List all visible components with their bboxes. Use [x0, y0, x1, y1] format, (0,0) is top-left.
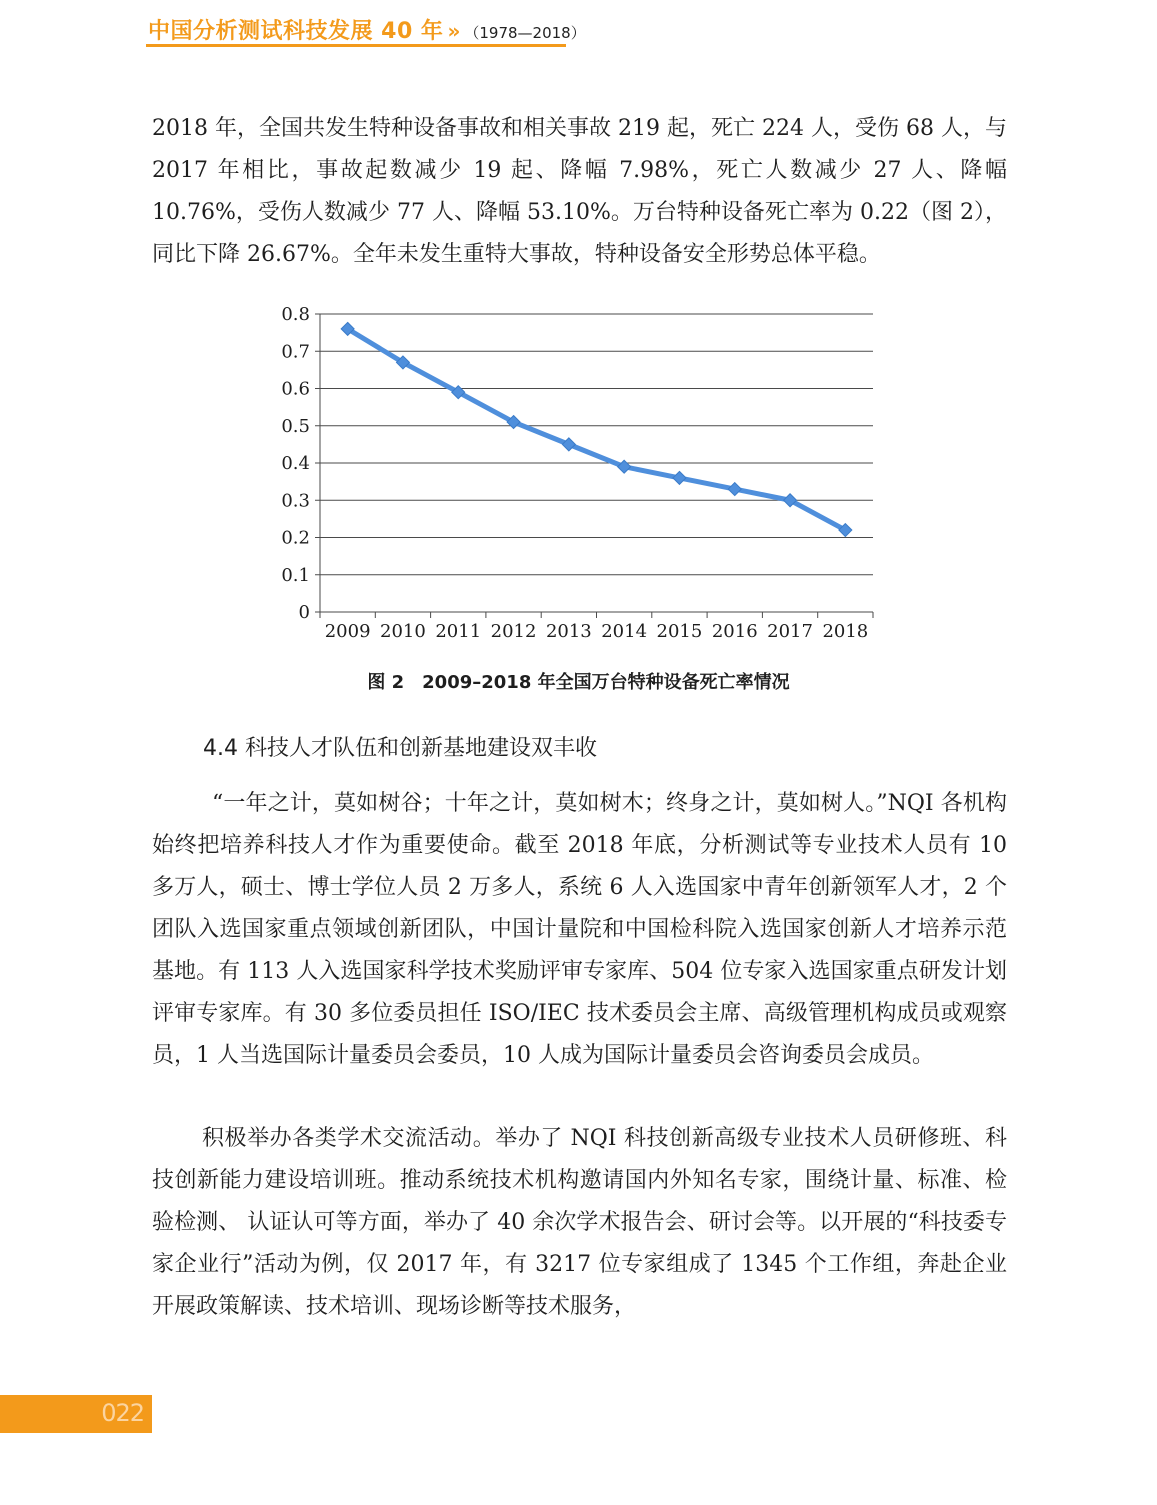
- x-axis-tick-labels: [325, 621, 869, 642]
- data-point-marker: [673, 471, 686, 484]
- chart-gridlines: [320, 314, 873, 575]
- data-point-marker: [562, 438, 575, 451]
- section-heading: 4.4 科技人才队伍和创新基地建设双丰收: [203, 736, 597, 761]
- x-tick-label: 2015: [656, 621, 703, 642]
- x-tick-label: 2010: [380, 621, 426, 642]
- y-tick-label: 0: [298, 602, 310, 623]
- paragraph-academic-exchange: 积极举办各类学术交流活动。举办了 NQI 科技创新高级专业技术人员研修班、科技创新能力建设培训班。推动系统技术机构邀请国内外知名专家，围绕计量、标准、检验检测、 认证认可等方面，举办了 40 余次学术报告会、研讨会等。以开展的“科技委专家企业行”活动为例，仅 2017 年，有 3217 位专家组成了 1345 个工作组，奔赴企业开展政策解读、技术培训、现场诊断等技术服务，: [152, 1126, 1007, 1319]
- x-tick-label: 2011: [435, 621, 482, 642]
- x-tick-label: 2009: [324, 621, 371, 642]
- book-title: 中国分析测试科技发展 40 年: [148, 19, 444, 44]
- x-tick-label: 2018: [822, 621, 869, 642]
- y-tick-label: 0.3: [281, 490, 310, 512]
- y-tick-label: 0.8: [281, 304, 310, 325]
- y-tick-label: 0.5: [281, 415, 310, 437]
- header-rule: [146, 44, 566, 47]
- figure-caption: 图 2 2009–2018 年全国万台特种设备死亡率情况: [367, 672, 790, 693]
- x-tick-label: 2013: [545, 621, 592, 642]
- chart-series: [341, 322, 852, 536]
- data-point-marker: [618, 460, 631, 473]
- data-point-marker: [728, 483, 741, 496]
- y-axis-tick-labels: [281, 304, 310, 623]
- y-tick-label: 0.7: [281, 341, 310, 363]
- year-range: （1978—2018）: [464, 24, 586, 42]
- paragraph-talent: “一年之计，莫如树谷；十年之计，莫如树木；终身之计，莫如树人。”NQI 各机构始终把培养科技人才作为重要使命。截至 2018 年底，分析测试等专业技术人员有 10 多万人，硕士、博士学位人员 2 万多人，系统 6 人入选国家中青年创新领军人才，2 个团队入选国家重点领域创新团队，中国计量院和中国检科院入选国家创新人才培养示范基地。有 113 人入选国家科学技术奖励评审专家库、504 位专家入选国家重点研发计划评审专家库。有 30 多位委员担任 ISO/IEC 技术委员会主席、高级管理机构成员或观察员，1 人当选国际计量委员会委员，10 人成为国际计量委员会咨询委员会成员。: [152, 791, 1007, 1068]
- x-tick-label: 2014: [601, 621, 648, 642]
- x-tick-label: 2012: [490, 621, 537, 642]
- y-tick-label: 0.1: [281, 564, 310, 586]
- double-chevron-icon: »: [447, 19, 461, 43]
- x-tick-label: 2017: [767, 621, 813, 642]
- page-number-tab: [0, 1395, 152, 1433]
- y-tick-label: 0.6: [281, 378, 310, 400]
- y-tick-label: 0.4: [281, 453, 310, 474]
- x-tick-label: 2016: [711, 621, 758, 642]
- fatality-rate-line-chart: [270, 300, 890, 650]
- y-tick-label: 0.2: [281, 527, 310, 549]
- paragraph-accidents: 2018 年，全国共发生特种设备事故和相关事故 219 起，死亡 224 人，受伤 68 人，与 2017 年相比，事故起数减少 19 起、降幅 7.98%，死亡人数减少 27 人、降幅 10.76%，受伤人数减少 77 人、降幅 53.10%。万台特种设备死亡率为 0.22（图 2），同比下降 26.67%。全年未发生重特大事故，特种设备安全形势总体平稳。: [152, 116, 1007, 267]
- page-number: 022: [101, 1399, 144, 1427]
